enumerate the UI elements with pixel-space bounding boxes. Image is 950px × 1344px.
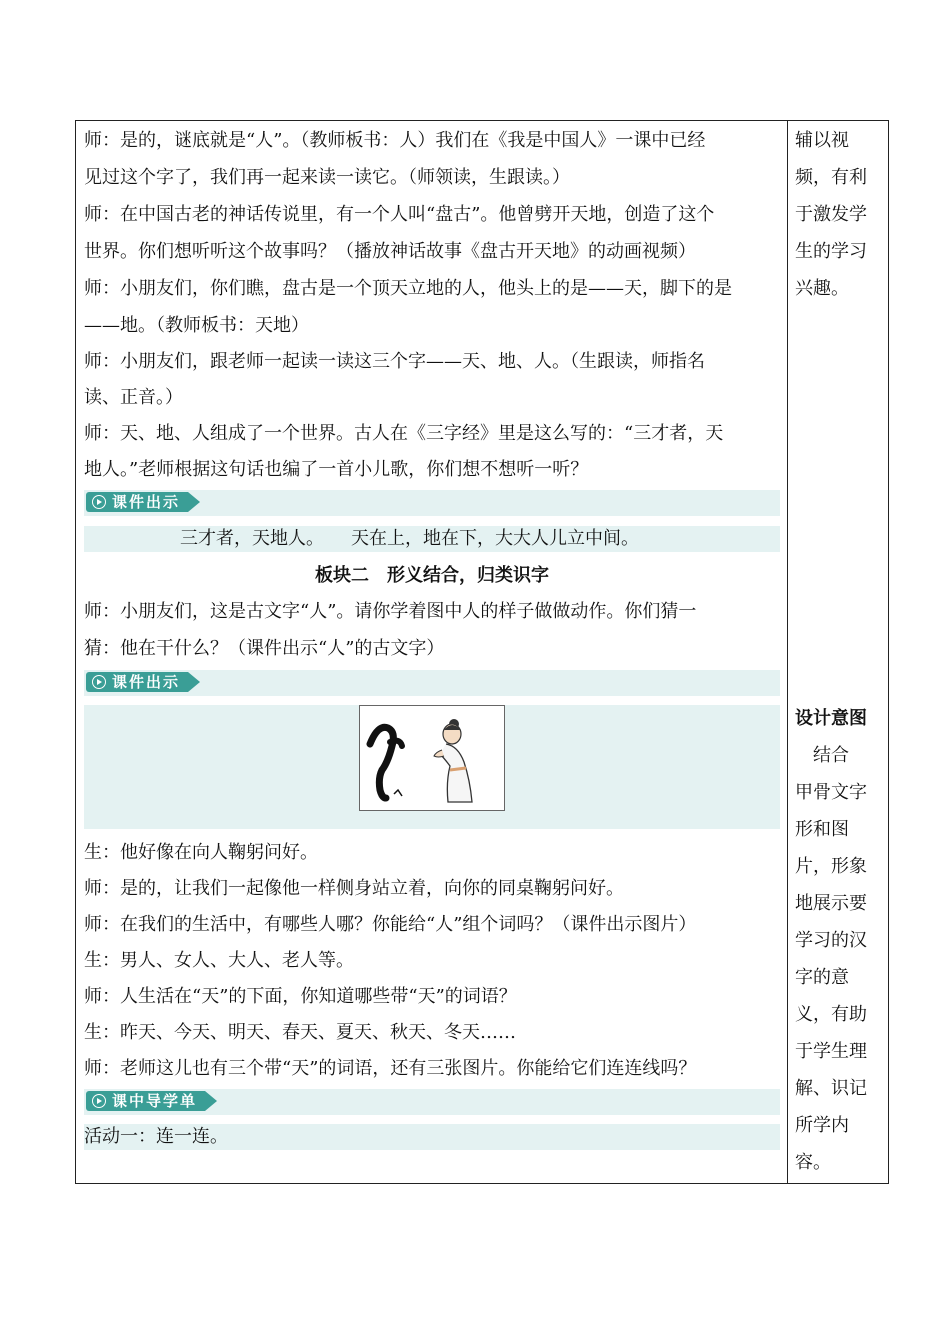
side-note-line: 于学生理: [795, 1041, 867, 1062]
design-intent-title: 设计意图: [795, 708, 867, 729]
text-line: 读、正音。）: [84, 387, 183, 408]
text-line: 生：昨天、今天、明天、春天、夏天、秋天、冬天……: [84, 1022, 516, 1043]
courseware-tag: [86, 492, 188, 512]
verse-text: 三才者，天地人。 天在上，地在下，大大人儿立中间。: [180, 528, 639, 549]
tag-label: 课件出示: [112, 673, 181, 691]
side-note-line: 解、识记: [795, 1078, 867, 1099]
play-icon: [92, 495, 106, 509]
text-line: 师：小朋友们，你们瞧，盘古是一个顶天立地的人，他头上的是——天，脚下的是: [84, 278, 732, 299]
activity-band: [84, 1124, 780, 1150]
side-note-line: 频，有利: [795, 167, 867, 188]
side-note-line: 义，有助: [795, 1004, 867, 1025]
column-divider: [787, 121, 788, 1183]
lesson-table: [75, 120, 889, 1184]
courseware-band: [84, 670, 780, 696]
side-note-line: 辅以视: [795, 130, 849, 151]
text-line: 见过这个字了，我们再一起来读一读它。（师领读，生跟读。）: [84, 167, 570, 188]
tag-label: 课中导学单: [112, 1092, 198, 1110]
text-line: 地人。”老师根据这句话也编了一首小儿歌，你们想不想听一听？: [84, 459, 589, 480]
side-note-line: 甲骨文字: [795, 782, 867, 803]
side-note-line: 片，形象: [795, 856, 867, 877]
section-heading: 板块二 形义结合，归类识字: [315, 565, 549, 586]
ancient-character-image: [359, 705, 505, 811]
courseware-band: [84, 490, 780, 516]
side-note-line: 地展示要: [795, 893, 867, 914]
guide-tag: [86, 1091, 205, 1111]
verse-band: [84, 526, 780, 552]
text-line: 师：小朋友们，跟老师一起读一读这三个字——天、地、人。（生跟读，师指名: [84, 351, 705, 372]
text-line: 师：在中国古老的神话传说里，有一个人叫“盘古”。他曾劈开天地，创造了这个: [84, 204, 715, 225]
side-note-line: 兴趣。: [795, 278, 849, 299]
text-line: 师：小朋友们，这是古文字“人”。请你学着图中人的样子做做动作。你们猜一: [84, 601, 697, 622]
text-line: 猜：他在干什么？（课件出示“人”的古文字）: [84, 638, 445, 659]
side-note-line: 生的学习: [795, 241, 867, 262]
side-note-line: 学习的汉: [795, 930, 867, 951]
activity-text: 活动一：连一连。: [84, 1126, 228, 1147]
play-icon: [92, 675, 106, 689]
guide-band: [84, 1089, 780, 1115]
text-line: 师：老师这儿也有三个带“天”的词语，还有三张图片。你能给它们连连线吗？: [84, 1058, 697, 1079]
side-note-line: 容。: [795, 1152, 831, 1173]
side-note-line: 所学内: [795, 1115, 849, 1136]
side-note-line: 形和图: [795, 819, 849, 840]
side-note-line: 结合: [795, 745, 849, 766]
text-line: 师：人生活在“天”的下面，你知道哪些带“天”的词语？: [84, 986, 517, 1007]
ancient-ren-glyph-picture: [360, 706, 504, 810]
side-note-line: 字的意: [795, 967, 849, 988]
text-line: 世界。你们想听听这个故事吗？（播放神话故事《盘古开天地》的动画视频）: [84, 241, 696, 262]
text-line: 师：是的，谜底就是“人”。（教师板书：人）我们在《我是中国人》一课中已经: [84, 130, 706, 151]
courseware-tag: [86, 672, 188, 692]
text-line: ——地。（教师板书：天地）: [84, 315, 309, 336]
text-line: 生：他好像在向人鞠躬问好。: [84, 842, 318, 863]
tag-label: 课件出示: [112, 493, 181, 511]
side-note-line: 于激发学: [795, 204, 867, 225]
text-line: 生：男人、女人、大人、老人等。: [84, 950, 354, 971]
play-icon: [92, 1094, 106, 1108]
text-line: 师：是的，让我们一起像他一样侧身站立着，向你的同桌鞠躬问好。: [84, 878, 624, 899]
text-line: 师：天、地、人组成了一个世界。古人在《三字经》里是这么写的：“三才者，天: [84, 423, 724, 444]
text-line: 师：在我们的生活中，有哪些人哪？你能给“人”组个词吗？（课件出示图片）: [84, 914, 697, 935]
